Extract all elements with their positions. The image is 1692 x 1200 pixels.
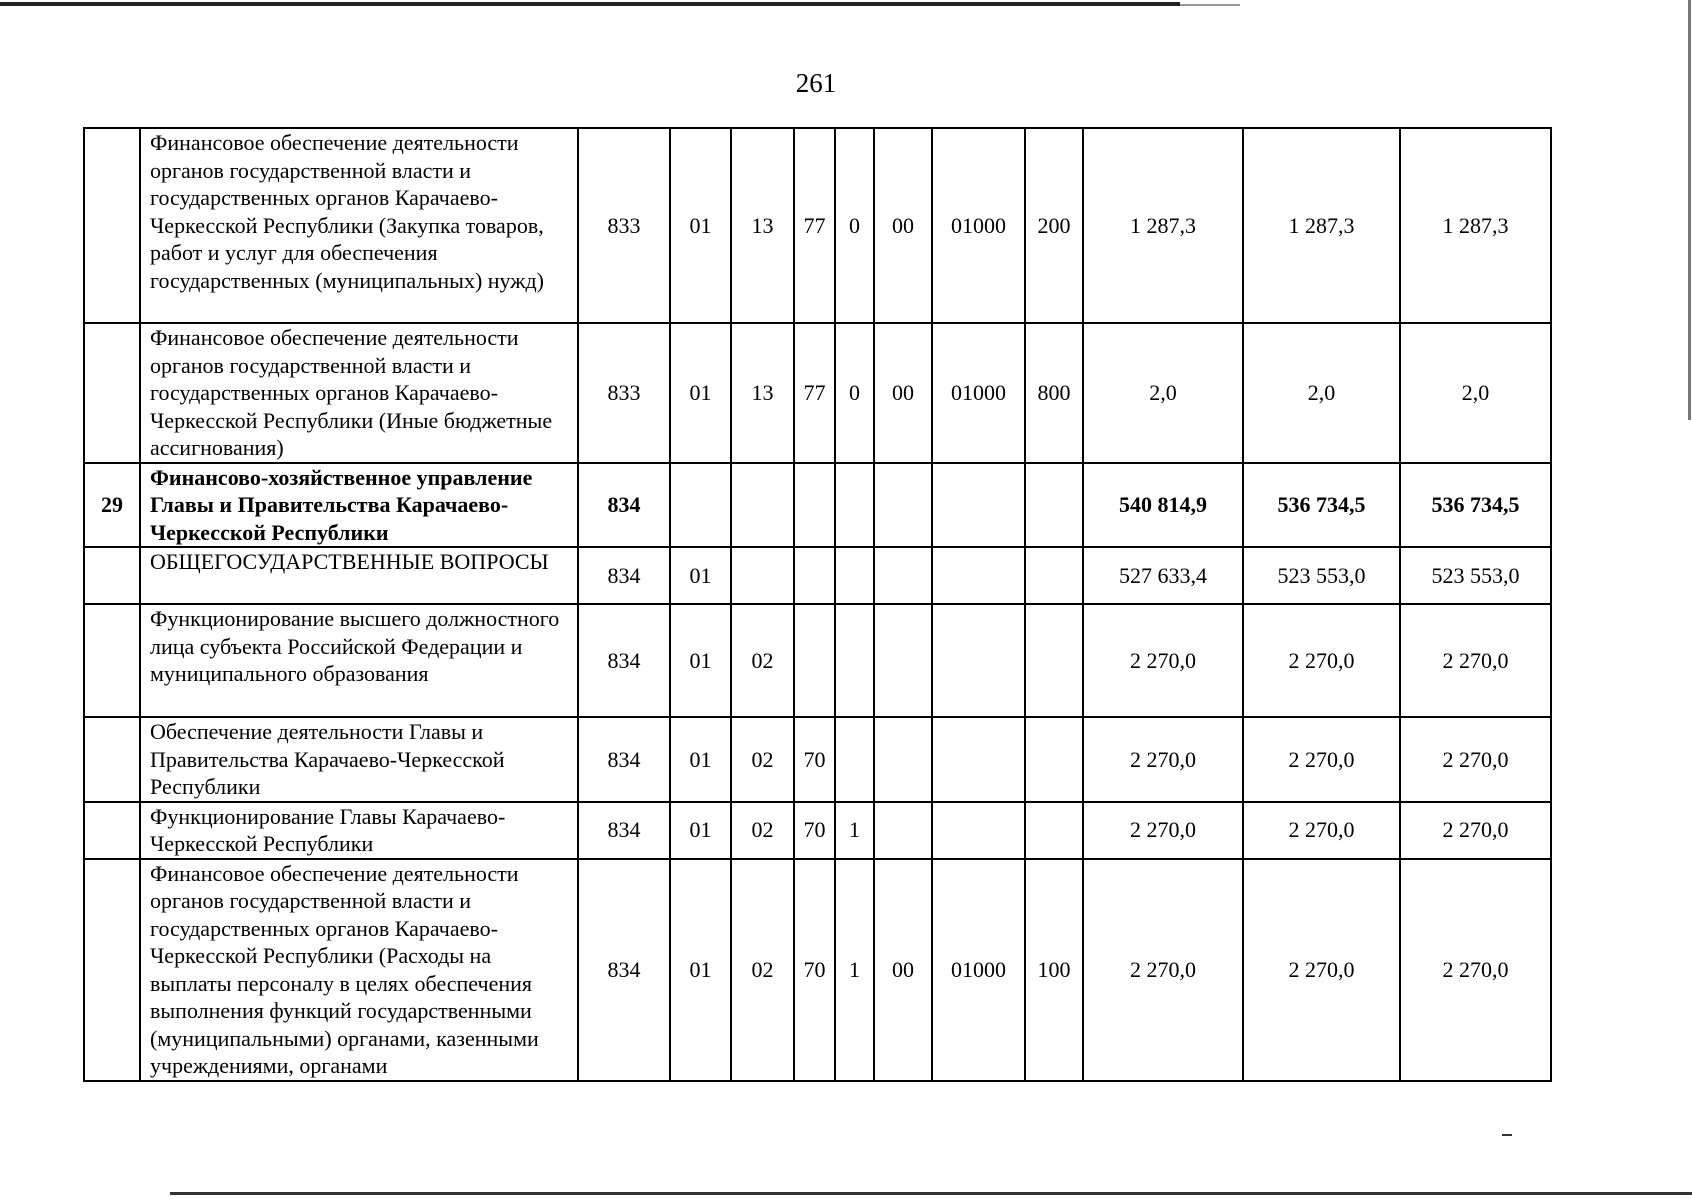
cell-rz: 01 — [670, 128, 731, 323]
cell-num — [84, 802, 140, 859]
cell-csr-4: 01000 — [932, 323, 1025, 463]
cell-pr — [731, 463, 794, 548]
scan-border-right — [1688, 0, 1691, 420]
cell-rz: 01 — [670, 547, 731, 604]
cell-sum-1: 2,0 — [1083, 323, 1243, 463]
cell-sum-1: 1 287,3 — [1083, 128, 1243, 323]
cell-vr: 200 — [1025, 128, 1083, 323]
cell-name: Финансовое обеспечение деятельности органов государственной власти и государственных органов Карачаево-Черкесской Республики (Иные бюджетные ассигнования) — [140, 323, 578, 463]
cell-csr-2 — [835, 717, 874, 802]
cell-csr-2: 0 — [835, 128, 874, 323]
cell-rz: 01 — [670, 323, 731, 463]
cell-csr-1 — [794, 547, 835, 604]
cell-ved: 834 — [578, 717, 670, 802]
cell-csr-3 — [874, 604, 932, 717]
cell-csr-4: 01000 — [932, 128, 1025, 323]
cell-pr: 02 — [731, 859, 794, 1081]
cell-name: Обеспечение деятельности Главы и Правительства Карачаево-Черкесской Республики — [140, 717, 578, 802]
cell-sum-3: 2 270,0 — [1400, 859, 1551, 1081]
cell-csr-2 — [835, 463, 874, 548]
cell-num — [84, 717, 140, 802]
cell-csr-4 — [932, 463, 1025, 548]
cell-csr-1 — [794, 604, 835, 717]
cell-ved: 834 — [578, 463, 670, 548]
scan-border-top-fade — [1180, 4, 1240, 6]
cell-ved: 833 — [578, 128, 670, 323]
cell-num — [84, 604, 140, 717]
page-number: 261 — [795, 68, 837, 98]
cell-vr — [1025, 717, 1083, 802]
cell-rz: 01 — [670, 604, 731, 717]
cell-sum-3: 2,0 — [1400, 323, 1551, 463]
cell-csr-3 — [874, 547, 932, 604]
cell-ved: 833 — [578, 323, 670, 463]
cell-sum-3: 2 270,0 — [1400, 717, 1551, 802]
cell-sum-2: 2,0 — [1243, 323, 1400, 463]
cell-ved: 834 — [578, 604, 670, 717]
budget-table — [83, 127, 1552, 1082]
cell-csr-1: 77 — [794, 323, 835, 463]
cell-csr-3: 00 — [874, 128, 932, 323]
cell-vr — [1025, 604, 1083, 717]
cell-csr-2: 1 — [835, 859, 874, 1081]
cell-num: 29 — [84, 463, 140, 548]
scan-border-bottom — [170, 1192, 1692, 1195]
cell-vr — [1025, 547, 1083, 604]
cell-pr: 13 — [731, 128, 794, 323]
cell-vr: 100 — [1025, 859, 1083, 1081]
cell-pr: 02 — [731, 717, 794, 802]
table-row — [84, 604, 1551, 717]
cell-csr-4 — [932, 717, 1025, 802]
cell-sum-1: 2 270,0 — [1083, 802, 1243, 859]
cell-ved: 834 — [578, 802, 670, 859]
cell-csr-1: 70 — [794, 802, 835, 859]
cell-ved: 834 — [578, 859, 670, 1081]
table-row — [84, 547, 1551, 604]
cell-sum-2: 2 270,0 — [1243, 859, 1400, 1081]
scan-dash-mark — [1502, 1134, 1512, 1136]
table-row — [84, 717, 1551, 802]
cell-csr-4 — [932, 802, 1025, 859]
cell-sum-1: 527 633,4 — [1083, 547, 1243, 604]
cell-rz: 01 — [670, 859, 731, 1081]
cell-csr-4 — [932, 604, 1025, 717]
cell-rz: 01 — [670, 802, 731, 859]
cell-rz — [670, 463, 731, 548]
cell-sum-2: 536 734,5 — [1243, 463, 1400, 548]
cell-sum-3: 523 553,0 — [1400, 547, 1551, 604]
table-row — [84, 802, 1551, 859]
cell-sum-1: 2 270,0 — [1083, 717, 1243, 802]
cell-csr-1: 70 — [794, 717, 835, 802]
cell-sum-1: 2 270,0 — [1083, 859, 1243, 1081]
cell-csr-3 — [874, 717, 932, 802]
cell-name: Финансовое обеспечение деятельности органов государственной власти и государственных органов Карачаево-Черкесской Республики (Закупка товаров, работ и услуг для обеспечения государственных (муниципальных) нужд) — [140, 128, 578, 323]
cell-num — [84, 128, 140, 323]
table-row — [84, 323, 1551, 463]
table-row — [84, 128, 1551, 323]
cell-sum-3: 536 734,5 — [1400, 463, 1551, 548]
cell-csr-4: 01000 — [932, 859, 1025, 1081]
cell-csr-3 — [874, 463, 932, 548]
cell-csr-2: 1 — [835, 802, 874, 859]
cell-num — [84, 547, 140, 604]
cell-vr — [1025, 463, 1083, 548]
table-row — [84, 859, 1551, 1081]
cell-csr-2: 0 — [835, 323, 874, 463]
cell-csr-3: 00 — [874, 859, 932, 1081]
cell-sum-2: 2 270,0 — [1243, 802, 1400, 859]
cell-num — [84, 323, 140, 463]
cell-pr: 02 — [731, 604, 794, 717]
cell-name: Функционирование Главы Карачаево-Черкесской Республики — [140, 802, 578, 859]
cell-sum-3: 1 287,3 — [1400, 128, 1551, 323]
cell-num — [84, 859, 140, 1081]
cell-sum-1: 2 270,0 — [1083, 604, 1243, 717]
cell-csr-2 — [835, 604, 874, 717]
cell-vr: 800 — [1025, 323, 1083, 463]
cell-sum-2: 2 270,0 — [1243, 717, 1400, 802]
scan-border-top — [0, 2, 1180, 6]
table-row-section — [84, 463, 1551, 548]
cell-csr-3 — [874, 802, 932, 859]
cell-csr-4 — [932, 547, 1025, 604]
cell-csr-2 — [835, 547, 874, 604]
cell-csr-3: 00 — [874, 323, 932, 463]
cell-vr — [1025, 802, 1083, 859]
cell-csr-1: 70 — [794, 859, 835, 1081]
cell-pr: 13 — [731, 323, 794, 463]
cell-ved: 834 — [578, 547, 670, 604]
cell-sum-2: 2 270,0 — [1243, 604, 1400, 717]
cell-sum-2: 523 553,0 — [1243, 547, 1400, 604]
cell-sum-3: 2 270,0 — [1400, 802, 1551, 859]
cell-pr — [731, 547, 794, 604]
cell-csr-1: 77 — [794, 128, 835, 323]
cell-csr-1 — [794, 463, 835, 548]
cell-name: Финансово-хозяйственное управление Главы и Правительства Карачаево-Черкесской Республики — [140, 463, 578, 548]
cell-name: Функционирование высшего должностного лица субъекта Российской Федерации и муниципального образования — [140, 604, 578, 717]
cell-name: ОБЩЕГОСУДАРСТВЕННЫЕ ВОПРОСЫ — [140, 547, 578, 604]
cell-sum-2: 1 287,3 — [1243, 128, 1400, 323]
budget-table-body — [84, 128, 1551, 1081]
cell-sum-1: 540 814,9 — [1083, 463, 1243, 548]
cell-name: Финансовое обеспечение деятельности органов государственной власти и государственных органов Карачаево-Черкесской Республики (Расходы на выплаты персоналу в целях обеспечения выполнения функций государственными (муниципальными) органами, казенными учреждениями, органами — [140, 859, 578, 1081]
cell-rz: 01 — [670, 717, 731, 802]
cell-pr: 02 — [731, 802, 794, 859]
cell-sum-3: 2 270,0 — [1400, 604, 1551, 717]
